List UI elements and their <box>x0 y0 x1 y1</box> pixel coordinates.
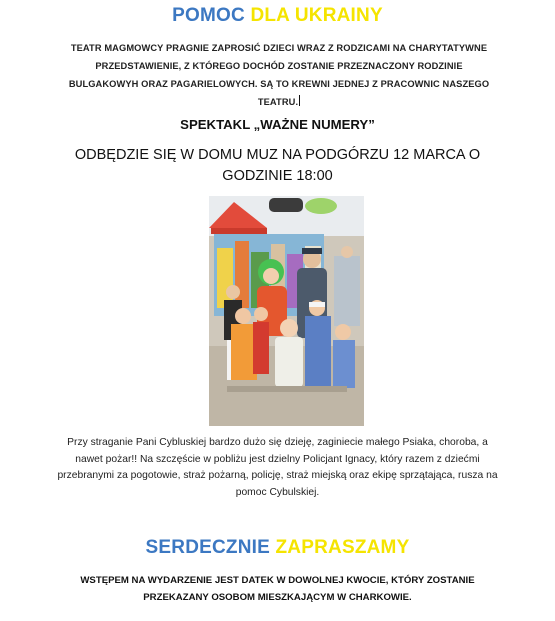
show-title: SPEKTAKL „WAŻNE NUMERY” <box>180 117 375 132</box>
invitation-yellow-part: ZAPRASZAMY <box>275 537 410 558</box>
invitation-title <box>0 537 555 559</box>
entry-donation-note: WSTĘPEM NA WYDARZENIE JEST DATEK W DOWOLNEJ KWOCIE, KTÓRY ZOSTANIE PRZEKAZANY OSOBOM MIESZKAJĄCYM W CHARKOWIE. <box>80 575 475 603</box>
text-cursor <box>299 95 300 106</box>
title-yellow-part: DLA UKRAINY <box>250 5 383 26</box>
intro-paragraph <box>64 39 494 111</box>
show-date-time: ODBĘDZIE SIĘ W DOMU MUZ NA PODGÓRZU 12 MARCA O GODZINIE 18:00 <box>74 147 481 184</box>
title-blue-part: POMOC <box>172 5 245 26</box>
group-photo-image <box>209 196 364 426</box>
invitation-blue-part: SERDECZNIE <box>145 537 271 558</box>
page-title <box>0 5 555 27</box>
group-photo <box>209 196 364 426</box>
intro-text: TEATR MAGMOWCY PRAGNIE ZAPROSIĆ DZIECI WRAZ Z RODZICAMI NA CHARYTATYWNE PRZEDSTAWIENIE, Z KTÓREGO DOCHÓD ZOSTANIE PRZEZNACZONY RODZINIE BULGAKOWYH ORAZ PAGARIELOWYCH. SĄ TO KREWNI JEDNEJ Z PRACOWNIC NASZEGO TEATRU. <box>68 43 490 107</box>
story-paragraph: Przy straganie Pani Cybluskiej bardzo dużo się dzieję, zaginiecie małego Psiaka, choroba, a nawet pożar!! Na szczęście w pobliżu jest dzielny Policjant Ignacy, który razem z dziećmi przebranymi za pogotowie, straż pożarną, policję, straż miejską oraz ekipę sprzątająca, rusza na pomoc Cybulskiej. <box>57 437 498 498</box>
